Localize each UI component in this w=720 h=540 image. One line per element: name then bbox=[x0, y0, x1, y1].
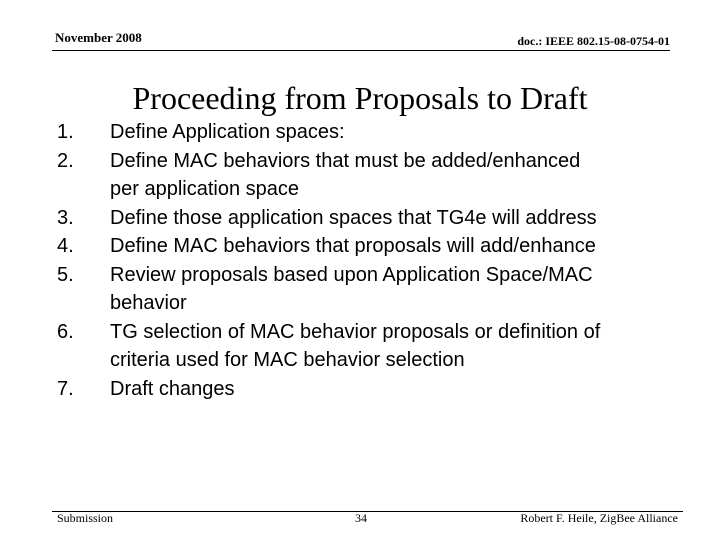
list-item bbox=[0, 375, 610, 404]
list-item-number: 6. bbox=[57, 320, 74, 343]
header-date: November 2008 bbox=[55, 30, 142, 45]
list-item-text: Define MAC behaviors that proposals will add/enhance bbox=[110, 235, 596, 257]
list-item-text: Draft changes bbox=[110, 377, 235, 400]
list-item bbox=[0, 147, 610, 204]
list-item-number: 3. bbox=[57, 206, 74, 229]
list-item-text: Define Application spaces: bbox=[110, 121, 345, 143]
list-item-text: Review proposals based upon Application Space/MAC behavior bbox=[110, 263, 593, 314]
list-item-text: Define those application spaces that TG4e will address bbox=[110, 206, 597, 229]
list-item bbox=[0, 118, 610, 147]
list-item bbox=[0, 232, 610, 261]
list-item-text: TG selection of MAC behavior proposals or definition of criteria used for MAC behavior selection bbox=[110, 320, 601, 371]
header-rule bbox=[52, 50, 670, 51]
footer-submission: Submission bbox=[57, 511, 114, 525]
slide-title: Proceeding from Proposals to Draft bbox=[132, 80, 588, 116]
list-item bbox=[0, 318, 610, 375]
list-item-text: Define MAC behaviors that must be added/enhanced per application space bbox=[110, 149, 581, 200]
agenda-list bbox=[0, 118, 720, 403]
list-item-number: 4. bbox=[57, 235, 74, 257]
list-item-number: 7. bbox=[57, 377, 74, 400]
footer-page-number: 34 bbox=[355, 511, 367, 525]
header-doc-id: doc.: IEEE 802.15-08-0754-01 bbox=[517, 34, 670, 48]
list-item-number: 1. bbox=[57, 121, 74, 143]
list-item bbox=[0, 261, 610, 318]
list-item-number: 5. bbox=[57, 263, 74, 286]
footer-author: Robert F. Heile, ZigBee Alliance bbox=[520, 511, 678, 525]
list-item-number: 2. bbox=[57, 149, 74, 172]
list-item bbox=[0, 204, 610, 233]
